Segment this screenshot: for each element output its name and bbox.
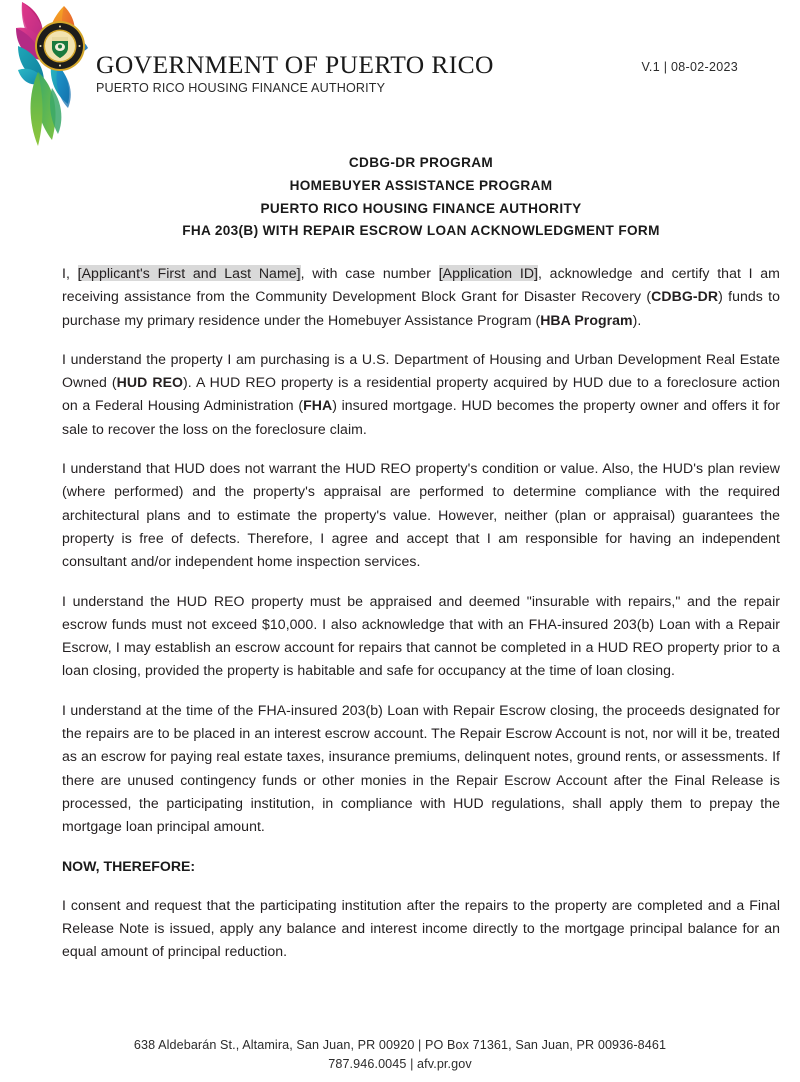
puerto-rico-government-seal-logo-icon [8,0,100,152]
paragraph-5: I understand at the time of the FHA-insured 203(b) Loan with Repair Escrow closing, the proceeds designated for the repairs are to be placed in an interest escrow account. The Repair Escrow Account is not, nor will it be, treated as an escrow for paying real estate taxes, insurance premiums, delinquent notes, ground rents, or assessments. If there are unused contingency funds or other monies in the Repair Escrow Account after the Final Release is processed, the participating institution, in compliance with HUD regulations, shall apply them to prepay the mortgage loan principal amount. [62,701,780,835]
p1-text-5: ). [632,311,642,328]
p1-text-1: I, [62,265,78,281]
document-title-block [62,152,780,243]
p2-bold-fha: FHA [303,397,333,414]
p1-text-3: , acknowledge and certify that I am receiving assistance from the Community Development Block Grant for Disaster Recovery ( [62,265,780,305]
organization-identity [96,52,516,96]
title-line-4: FHA 203(B) WITH REPAIR ESCROW LOAN ACKNOWLEDGMENT FORM [182,223,660,239]
footer-address-line: 638 Aldebarán St., Altamira, San Juan, PR 00920 | PO Box 71361, San Juan, PR 00936-8461 [133,1038,667,1052]
field-applicant-name[interactable]: [Applicant's First and Last Name] [77,265,301,281]
p2-text-2: ). A HUD REO property is a residential property acquired by HUD due to a foreclosure action on a Federal Housing Administration ( [62,374,780,414]
paragraph-1 [62,262,780,332]
p2-bold-hud-reo: HUD REO [116,374,184,391]
p1-bold-hba-program: HBA Program [540,311,633,328]
org-subtitle: PUERTO RICO HOUSING FINANCE AUTHORITY [96,80,386,95]
document-header [0,0,800,150]
now-therefore-heading: NOW, THEREFORE: [62,857,196,874]
p1-text-4: ) funds to purchase my primary residence under the Homebuyer Assistance Program ( [62,288,780,328]
title-line-2: HOMEBUYER ASSISTANCE PROGRAM [289,177,553,193]
paragraph-4: I understand the HUD REO property must be appraised and deemed "insurable with repairs," and the repair escrow funds must not exceed $10,000. I also acknowledge that with an FHA-insured 203(b) Loan with a Repair Escrow, I may establish an escrow account for repairs that cannot be completed in a HUD REO property prior to a loan closing, provided the property is habitable and safe for occupancy at the time of loan closing. [62,592,780,679]
p2-text-3: ) insured mortgage. HUD becomes the property owner and offers it for sale to recover the loss on the foreclosure claim. [62,397,780,437]
p1-bold-cdbg-dr: CDBG-DR [651,288,719,305]
footer-contact-line: 787.946.0045 | afv.pr.gov [328,1057,472,1071]
document-footer [0,1036,800,1074]
title-line-3: PUERTO RICO HOUSING FINANCE AUTHORITY [260,200,582,216]
document-body [62,262,780,964]
p1-text-2: , with case number [300,265,439,281]
paragraph-3: I understand that HUD does not warrant the HUD REO property's condition or value. Also, the HUD's plan review (where performed) and the property's appraisal are performed to determine compliance with the required architectural plans and to estimate the property's value. However, neither (plan or appraisal) guarantees the property is free of defects. Therefore, I agree and accept that I am responsible for having an independent consultant and/or independent home inspection services. [62,460,780,570]
p2-text-1: I understand the property I am purchasing is a U.S. Department of Housing and Urban Development Real Estate Owned ( [62,350,780,391]
paragraph-6: I consent and request that the participating institution after the repairs to the property are completed and a Final Release Note is issued, apply any balance and interest income directly to the mortgage principal balance for an equal amount of principal reduction. [62,896,780,960]
paragraph-2 [62,348,780,441]
field-application-id[interactable]: [Application ID] [438,265,539,281]
title-line-1: CDBG-DR PROGRAM [348,155,494,170]
document-version-label: V.1 | 08-02-2023 [641,60,738,74]
org-title: GOVERNMENT OF PUERTO RICO [96,50,494,79]
